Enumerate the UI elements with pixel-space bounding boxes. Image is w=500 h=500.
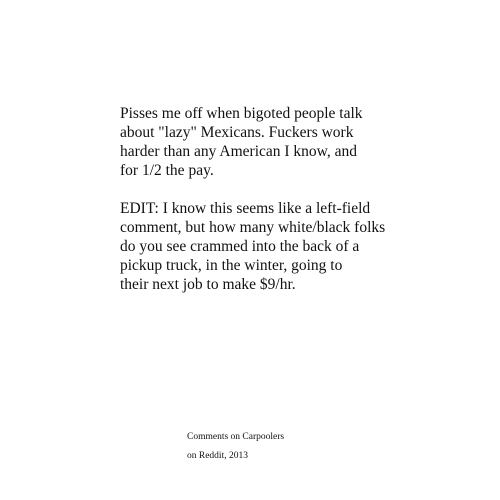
comment-line: pickup truck, in the winter, going to [120, 257, 343, 274]
comment-line: Pisses me off when bigoted people talk [120, 105, 363, 122]
source-caption [187, 428, 387, 466]
paragraph-gap [120, 180, 460, 199]
comment-line: for 1/2 the pay. [120, 162, 214, 179]
comment-paragraph-2 [120, 199, 460, 294]
comment-line: EDIT: I know this seems like a left-field [120, 200, 371, 217]
caption-line-1: Comments on Carpoolers [187, 432, 285, 442]
comment-line: about "lazy" Mexicans. Fuckers work [120, 124, 354, 141]
comment-line: harder than any American I know, and [120, 143, 358, 160]
comment-line: comment, but how many white/black folks [120, 219, 386, 236]
caption-line-2: on Reddit, 2013 [187, 451, 248, 461]
comment-line: their next job to make $9/hr. [120, 276, 296, 293]
comment-paragraph-1 [120, 104, 460, 180]
comment-text [120, 104, 460, 294]
comment-line: do you see crammed into the back of a [120, 238, 360, 255]
